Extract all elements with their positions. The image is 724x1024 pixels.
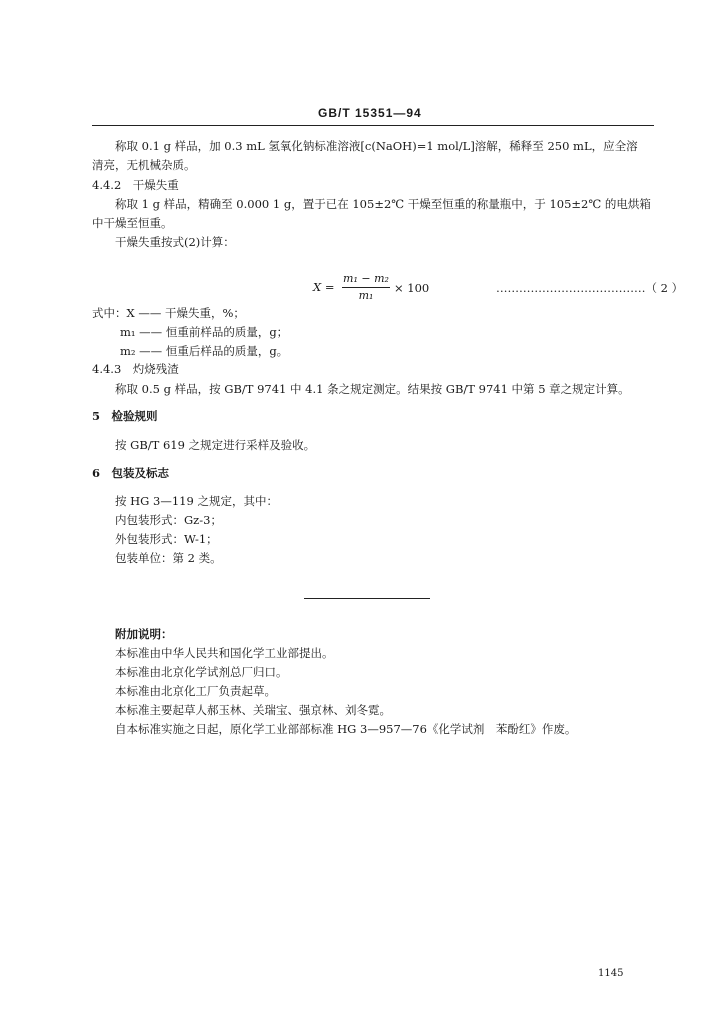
formula-multiplier: × 100: [394, 281, 430, 295]
notes-line3: 本标准由北京化工厂负责起草。: [115, 684, 276, 698]
section-6-line3: 外包装形式：W-1；: [115, 532, 218, 546]
section-6-line2: 内包装形式：Gz-3；: [115, 513, 222, 527]
section-4-4-2-line2: 中干燥至恒重。: [92, 216, 173, 230]
section-5-heading: 5 检验规则: [92, 409, 158, 423]
formula-lhs: X =: [313, 280, 335, 294]
section-4-4-3-line1: 称取 0.5 g 样品，按 GB/T 9741 中 4.1 条之规定测定。结果按 GB/T 9741 中第 5 章之规定计算。: [115, 382, 630, 396]
page-number: 1145: [598, 968, 624, 979]
notes-line4: 本标准主要起草人郝玉林、关瑞宝、强京林、刘冬霓。: [115, 703, 391, 717]
section-4-4-2-line1: 称取 1 g 样品，精确至 0.000 1 g，置于已在 105±2℃ 干燥至恒重的称量瓶中，于 105±2℃ 的电烘箱: [115, 197, 651, 211]
section-4-4-2-line3: 干燥失重按式(2)计算：: [115, 235, 235, 249]
header-rule: [92, 125, 654, 126]
section-6-heading: 6 包装及标志: [92, 466, 170, 480]
dissolution-text-line1: 称取 0.1 g 样品，加 0.3 mL 氢氧化钠标准溶液[c(NaOH)=1 mol/L]溶解，稀释至 250 mL，应全溶: [115, 139, 638, 153]
where-line1: 式中：X —— 干燥失重，%；: [92, 306, 245, 320]
end-rule: [304, 598, 430, 599]
section-6-line4: 包装单位：第 2 类。: [115, 551, 222, 565]
section-6-line1: 按 HG 3—119 之规定，其中：: [115, 494, 278, 508]
notes-line1: 本标准由中华人民共和国化学工业部提出。: [115, 646, 334, 660]
dissolution-text-line2: 清亮，无机械杂质。: [92, 158, 196, 172]
notes-line5: 自本标准实施之日起，原化学工业部部标准 HG 3—957—76《化学试剂 苯酚红》作废。: [115, 722, 577, 736]
notes-title: 附加说明：: [115, 627, 173, 641]
formula-fraction-line: [342, 287, 390, 288]
formula-numerator: m₁ − m₂: [343, 272, 389, 285]
section-5-line1: 按 GB/T 619 之规定进行采样及验收。: [115, 438, 316, 452]
formula-denominator: m₁: [358, 289, 374, 302]
section-4-4-2-heading: 4.4.2 干燥失重: [92, 178, 179, 192]
section-4-4-3-heading: 4.4.3 灼烧残渣: [92, 362, 179, 376]
where-line2: m₁ —— 恒重前样品的质量，g；: [120, 325, 289, 339]
formula-number: …………………………………（ 2 ）: [496, 281, 684, 295]
where-line3: m₂ —— 恒重后样品的质量，g。: [120, 344, 289, 358]
page-header-title: GB/T 15351—94: [318, 106, 422, 120]
notes-line2: 本标准由北京化学试剂总厂归口。: [115, 665, 288, 679]
